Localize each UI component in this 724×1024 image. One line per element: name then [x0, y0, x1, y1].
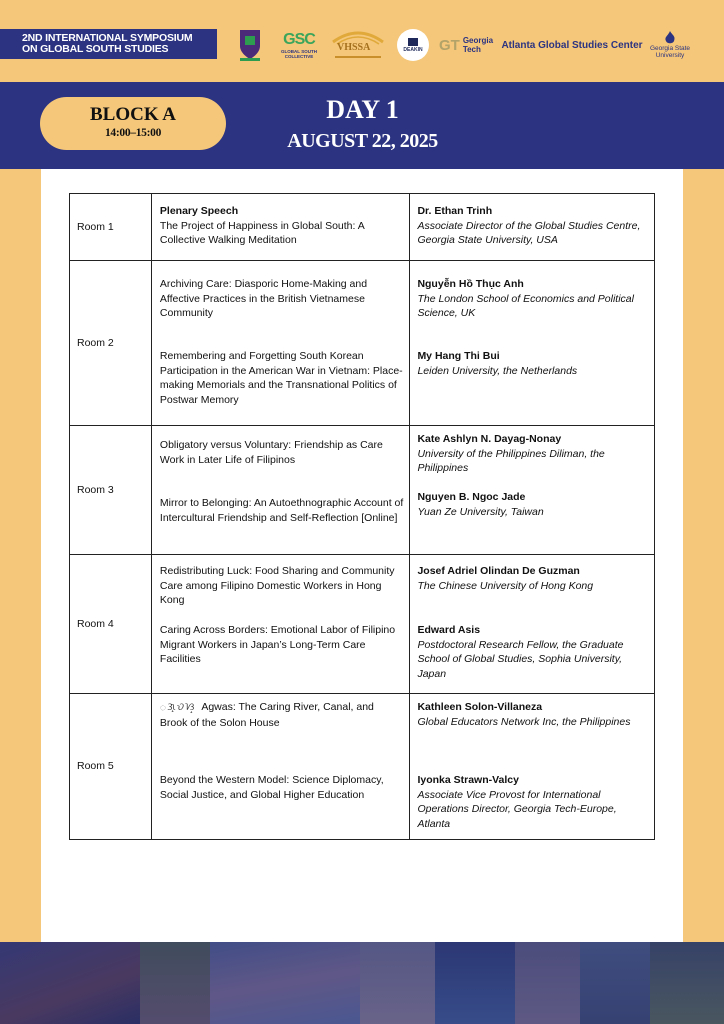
speaker-item — [417, 349, 650, 378]
speaker-name: Dr. Ethan Trinh — [417, 205, 493, 217]
speaker-name: Iyonka Strawn-Valcy — [417, 774, 519, 786]
table-row — [70, 426, 655, 555]
talks-cell — [151, 261, 410, 426]
gsc-mark: GSC — [283, 31, 315, 48]
schedule-table — [69, 193, 655, 840]
talks-cell — [151, 694, 410, 840]
speaker-name: Kathleen Solon-Villaneza — [417, 701, 543, 713]
georgia-tech-logo — [440, 26, 492, 64]
symposium-title — [0, 29, 217, 59]
baybayin-script: ᜀᜄ᜔ᜏᜐ᜔ — [159, 702, 196, 713]
talk-title: Redistributing Luck: Food Sharing and Community Care among Filipino Domestic Workers in Hong Kong — [159, 565, 395, 607]
block-pill — [40, 97, 226, 150]
speaker-item — [417, 277, 650, 321]
symposium-line-2: ON GLOBAL SOUTH STUDIES — [22, 43, 169, 55]
gt-georgia: Georgia — [462, 36, 494, 45]
gsc-text: GLOBAL SOUTH COLLECTIVE — [281, 49, 317, 59]
deakin-badge — [397, 29, 429, 61]
talk-item — [160, 773, 404, 802]
flame-icon — [662, 31, 678, 45]
day-header-band — [0, 82, 724, 169]
symposium-line-1: 2ND INTERNATIONAL SYMPOSIUM — [22, 32, 193, 44]
table-row — [70, 261, 655, 426]
deakin-logo — [397, 26, 429, 64]
speaker-item — [417, 773, 650, 831]
talk-item — [160, 700, 404, 730]
speaker-item — [417, 623, 650, 681]
speaker-name: Nguyễn Hồ Thục Anh — [417, 278, 524, 290]
vhssa-logo — [329, 26, 387, 64]
speaker-affiliation: Yuan Ze University, Taiwan — [417, 505, 544, 518]
talk-item — [160, 438, 404, 467]
talk-item — [160, 204, 404, 248]
talk-item — [160, 564, 404, 608]
room-cell: Room 2 — [70, 261, 152, 426]
day-title: DAY 1 — [326, 95, 399, 124]
speaker-name: Nguyen B. Ngoc Jade — [417, 491, 526, 503]
speaker-item — [417, 564, 650, 593]
talk-title: Obligatory versus Voluntary: Friendship as Care Work in Later Life of Filipinos — [159, 439, 383, 466]
talk-title: Agwas: The Caring River, Canal, and Brook of the Solon House — [159, 701, 374, 729]
table-row — [70, 194, 655, 261]
talk-item — [160, 623, 404, 667]
speaker-affiliation: University of the Philippines Diliman, the Philippines — [417, 447, 605, 475]
deakin-mark-icon — [408, 38, 418, 46]
speaker-affiliation: Postdoctoral Research Fellow, the Graduate School of Global Studies, Sophia University, Japan — [417, 638, 624, 680]
gt-tech: Tech — [462, 45, 481, 54]
speakers-cell — [410, 555, 655, 694]
day-date: AUGUST 22, 2025 — [287, 130, 438, 152]
talks-cell — [151, 194, 410, 261]
talk-item — [160, 277, 404, 321]
speaker-name: Edward Asis — [417, 624, 481, 636]
global-south-collective-logo — [277, 26, 321, 64]
atlanta-global-studies-center-logo — [502, 26, 642, 64]
agsc-text: Atlanta Global Studies Center — [501, 39, 643, 51]
speaker-name: Josef Adriel Olindan De Guzman — [417, 565, 580, 577]
room-cell: Room 3 — [70, 426, 152, 555]
gsu-georgia: Georgia State — [649, 45, 691, 52]
speaker-name: My Hang Thi Bui — [417, 350, 500, 362]
speakers-cell — [410, 426, 655, 555]
room-cell: Room 4 — [70, 555, 152, 694]
talks-cell — [151, 555, 410, 694]
vhssa-text: VHSSA — [337, 42, 371, 53]
talk-title: The Project of Happiness in Global South: A Collective Walking Meditation — [159, 219, 365, 247]
university-shield-logo — [237, 26, 263, 64]
speaker-name: Kate Ashlyn N. Dayag-Nonay — [417, 433, 562, 445]
block-time: 14:00–15:00 — [104, 127, 162, 139]
top-bar — [0, 0, 724, 82]
gt-mark-icon: GT — [438, 36, 460, 54]
talk-item — [160, 349, 404, 407]
speaker-item — [417, 490, 650, 519]
speaker-affiliation: Associate Director of the Global Studies Centre, Georgia State University, USA — [417, 219, 641, 247]
gsu-university: University — [655, 52, 685, 59]
partner-logos — [237, 26, 717, 64]
talk-title: Archiving Care: Diasporic Home-Making and Affective Practices in the British Vietnamese Community — [159, 278, 368, 320]
speaker-affiliation: The Chinese University of Hong Kong — [417, 579, 594, 592]
talk-title: Mirror to Belonging: An Autoethnographic Account of Intercultural Friendship and Self-Reflection [Online] — [159, 497, 404, 524]
talk-item — [160, 496, 404, 525]
speaker-affiliation: Global Educators Network Inc, the Philippines — [417, 715, 631, 728]
talk-title: Caring Across Borders: Emotional Labor of Filipino Migrant Workers in Japan’s Long-Term Care Facilities — [159, 624, 396, 666]
speaker-affiliation: Associate Vice Provost for International Operations Director, Georgia Tech-Europe, Atlanta — [417, 788, 617, 830]
speaker-item — [417, 204, 650, 248]
block-title: BLOCK A — [89, 104, 177, 125]
photo-overlay — [0, 942, 724, 1024]
speaker-affiliation: Leiden University, the Netherlands — [417, 364, 578, 377]
table-row — [70, 555, 655, 694]
room-cell: Room 1 — [70, 194, 152, 261]
talk-title: Beyond the Western Model: Science Diplomacy, Social Justice, and Global Higher Education — [159, 774, 384, 801]
deakin-text: DEAKIN — [403, 46, 423, 53]
table-row — [70, 694, 655, 840]
speakers-cell — [410, 261, 655, 426]
speakers-cell — [410, 694, 655, 840]
room-cell: Room 5 — [70, 694, 152, 840]
speaker-affiliation: The London School of Economics and Political Science, UK — [417, 292, 634, 320]
georgia-state-logo — [649, 26, 691, 64]
speakers-cell — [410, 194, 655, 261]
speaker-item — [417, 432, 650, 476]
talk-title: Remembering and Forgetting South Korean Participation in the American War in Vietnam: Place-making Memorials and the Transnational Politics of Postwar Memory — [159, 350, 403, 406]
speaker-item — [417, 700, 650, 729]
shield-icon — [238, 28, 262, 62]
photo-strip — [0, 942, 724, 1024]
talk-heading: Plenary Speech — [159, 205, 239, 217]
talks-cell — [151, 426, 410, 555]
